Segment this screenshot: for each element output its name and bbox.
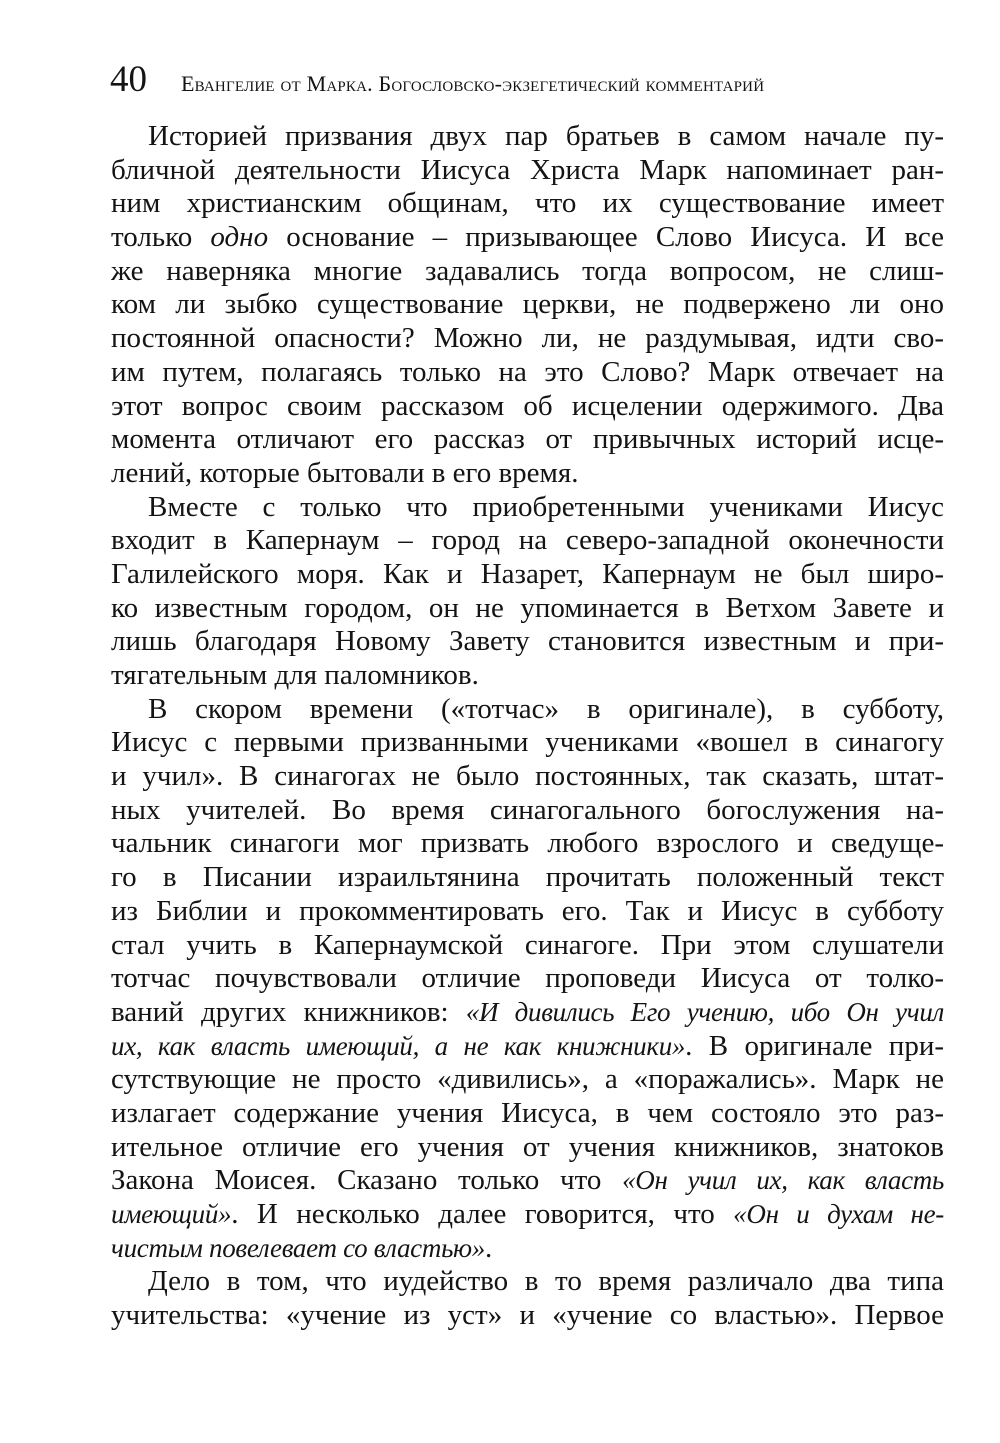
text-segment: . [485, 1231, 493, 1264]
text-line [111, 929, 944, 963]
text-segment: ительное отличие его учения от учения книжников, знатоков [111, 1130, 944, 1163]
text-line [111, 726, 944, 760]
body-text [111, 120, 944, 1333]
text-line [111, 693, 944, 727]
text-segment: лишь благодаря Новому Завету становится известным и при- [111, 625, 944, 658]
text-line [111, 996, 944, 1030]
text-line [111, 794, 944, 828]
text-segment: ваний других книжников: [111, 995, 466, 1028]
text-line [111, 895, 944, 929]
text-segment: входит в Капернаум – город на северо-западной оконечности [111, 524, 944, 557]
text-line [111, 1232, 944, 1266]
text-segment: лений, которые бытовали в его время. [111, 456, 579, 489]
text-segment: постоянной опасности? Можно ли, не раздумывая, идти сво- [111, 322, 944, 355]
text-line [111, 625, 944, 659]
text-segment: стал учить в Капернаумской синагоге. При этом слушатели [111, 928, 944, 961]
text-line [111, 760, 944, 794]
text-line [111, 827, 944, 861]
text-line [111, 390, 944, 424]
text-segment: го в Писании израильтянина прочитать положенный текст [111, 861, 944, 894]
text-line [111, 524, 944, 558]
text-segment: Закона Моисея. Сказано только что [111, 1164, 623, 1197]
text-segment: излагает содержание учения Иисуса, в чем состояло это раз- [111, 1096, 944, 1129]
text-line [111, 221, 944, 255]
text-segment: и учил». В синагогах не было постоянных, так сказать, штат- [111, 760, 944, 793]
text-line [111, 457, 944, 491]
text-line [111, 1063, 944, 1097]
text-line [111, 558, 944, 592]
text-segment: этот вопрос своим рассказом об исцелении одержимого. Два [111, 389, 944, 422]
text-segment: чальник синагоги мог призвать любого взрослого и сведуще- [111, 827, 944, 860]
text-line [111, 1164, 944, 1198]
text-line [111, 120, 944, 154]
text-line [111, 255, 944, 289]
text-segment: тягательным для паломников. [111, 659, 479, 691]
text-segment: ним христианским общинам, что их существование имеет [111, 187, 944, 220]
scripture-quote: «Он учил их, как власть [622, 1165, 944, 1196]
text-line [111, 1030, 944, 1064]
text-segment: Иисус с первыми призванными учениками «вошел в синагогу [111, 726, 944, 759]
text-line [111, 154, 944, 188]
running-title: Евангелие от Марка. Богословско-экзегетический комментарий [181, 71, 765, 96]
text-segment: Дело в том, что иудейство в то время различало два типа [148, 1265, 944, 1298]
text-segment: ко известным городом, он не упоминается в Ветхом Завете и [111, 591, 944, 624]
text-segment: сутствующие не просто «дивились», а «поражались». Марк не [111, 1063, 944, 1096]
page-number: 40 [110, 59, 147, 100]
text-line [111, 659, 944, 693]
text-segment: Галилейского моря. Как и Назарет, Капернаум не был широ- [111, 557, 944, 590]
text-segment: В скором времени («тотчас» в оригинале), в субботу, [148, 692, 944, 725]
text-segment: им путем, полагаясь только на это Слово? Марк отвечает на [111, 355, 944, 388]
text-line [111, 962, 944, 996]
text-line [111, 491, 944, 525]
scripture-quote: «И дивились Его учению, ибо Он учил [465, 996, 944, 1027]
scripture-quote: имеющий» [111, 1199, 232, 1229]
text-line [111, 1097, 944, 1131]
text-line [111, 1265, 944, 1299]
text-line [111, 187, 944, 221]
text-segment: же наверняка многие задавались тогда вопросом, не слиш- [111, 254, 944, 287]
text-line [111, 1299, 944, 1333]
text-segment: . И несколько далее говорится, что [231, 1198, 734, 1230]
text-segment: ных учителей. Во время синагогального богослужения на- [111, 793, 944, 826]
text-line [111, 1131, 944, 1165]
text-line [111, 322, 944, 356]
text-segment: только [111, 221, 211, 254]
text-segment: из Библии и прокомментировать его. Так и Иисус в субботу [111, 894, 944, 927]
text-segment: тотчас почувствовали отличие проповеди Иисуса от толко- [111, 962, 944, 995]
text-line [111, 423, 944, 457]
text-segment: Вместе с только что приобретенными учениками Иисус [148, 490, 944, 523]
text-segment: основание – призывающее Слово Иисуса. И все [268, 221, 944, 254]
text-line [111, 356, 944, 390]
text-segment: учительства: «учение из уст» и «учение со властью». Первое [111, 1299, 944, 1332]
text-line [111, 861, 944, 895]
text-segment: Историей призвания двух пар братьев в самом начале пу- [148, 120, 944, 152]
scripture-quote: чистым повелевает со властью» [111, 1232, 485, 1263]
text-line [111, 288, 944, 322]
text-line [111, 592, 944, 626]
text-segment: бличной деятельности Иисуса Христа Марк напоминает ран- [111, 153, 944, 186]
running-head [110, 60, 940, 100]
text-segment: ком ли зыбко существование церкви, не подвержено ли оно [111, 288, 944, 321]
text-segment: момента отличают его рассказ от привычных историй исце- [111, 423, 944, 456]
scripture-quote: их, как власть имеющий, а не как книжники» [111, 1030, 686, 1061]
scripture-quote: «Он и духам не- [733, 1199, 944, 1229]
emphasis-text: одно [210, 221, 269, 254]
text-segment: . В оригинале при- [685, 1029, 944, 1062]
text-line [111, 1198, 944, 1232]
